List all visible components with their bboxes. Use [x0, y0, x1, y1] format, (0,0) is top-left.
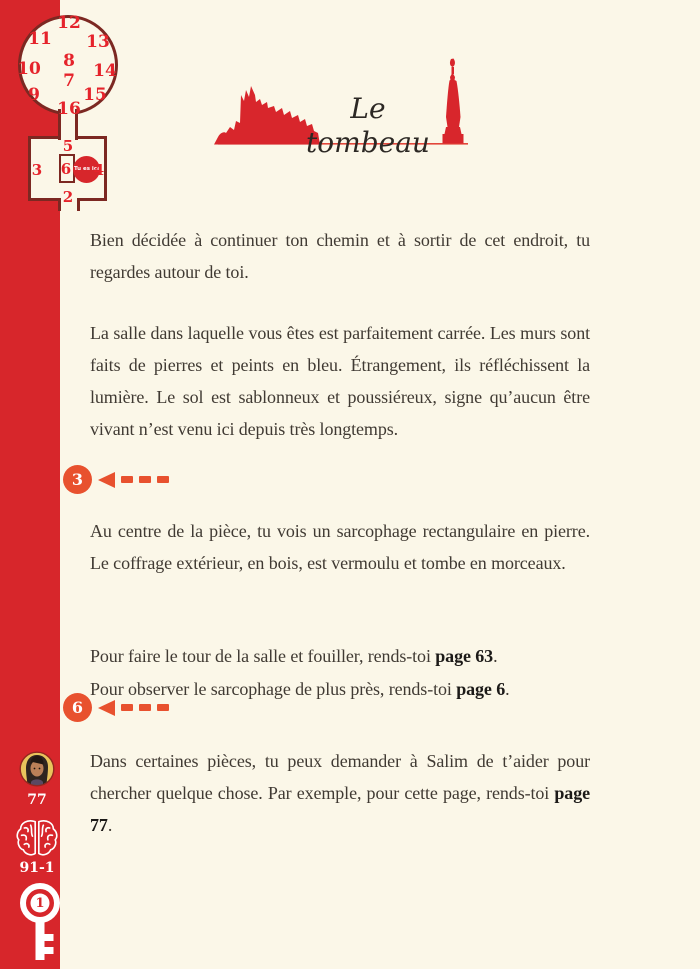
story-paragraph: Bien décidée à continuer ton chemin et à sortir de cet endroit, tu regardes autour de toi.	[90, 230, 590, 282]
page-reference: page 63	[435, 646, 494, 666]
arrow-dash	[121, 476, 133, 483]
brain-icon	[14, 818, 60, 858]
helper-text: Dans certaines pièces, tu peux demander à Salim de t’aider pour chercher quelque chose. Par exemple, pour cette page, rends-toi	[90, 751, 590, 803]
circle-room-number: 13	[86, 32, 110, 52]
circle-room-number: 15	[83, 85, 107, 105]
key-count-label: 1	[35, 896, 45, 911]
circle-room-number: 9	[28, 85, 40, 105]
page-reference: page 6	[456, 679, 506, 699]
choice-text: Pour observer le sarcophage de plus près, rends-toi	[90, 679, 457, 699]
arrow-dash	[139, 704, 151, 711]
helper-note	[90, 745, 590, 841]
choice-suffix: .	[505, 679, 510, 699]
brain-code-label: 91-1	[19, 860, 55, 876]
circle-room-number: 10	[17, 59, 41, 79]
square-room-number: 3	[31, 161, 43, 179]
circle-room-number: 14	[93, 61, 117, 81]
choice-line	[90, 640, 590, 672]
marker-number-badge: 6	[63, 693, 92, 722]
story-paragraph: La salle dans laquelle vous êtes est parfaitement carrée. Les murs sont faits de pierres et peints en bleu. Étrangement, ils réfléchissent la lumière. Le sol est sablonneux et poussiéreux, signe qu’aucun être vivant n’est venu ici depuis très longtemps.	[90, 323, 590, 439]
choice-suffix: .	[493, 646, 498, 666]
section-marker-6	[63, 693, 169, 722]
circle-room-number: 12	[57, 13, 81, 33]
page-reference: page 77	[90, 783, 590, 835]
marker-number-badge: 3	[63, 465, 92, 494]
circle-room-number: 8	[63, 51, 75, 71]
section-marker-3	[63, 465, 169, 494]
story-paragraph: Au centre de la pièce, tu vois un sarcophage rectangulaire en pierre. Le coffrage extérieur, en bois, est vermoulu et tombe en morceaux.	[90, 521, 590, 573]
arrow-dash	[121, 704, 133, 711]
helper-suffix: .	[107, 815, 113, 835]
choice-text: Pour faire le tour de la salle et fouiller, rends-toi	[90, 646, 436, 666]
circle-room-number: 7	[63, 71, 75, 91]
square-room-number: 2	[62, 188, 74, 206]
square-room-number: 6	[60, 160, 72, 178]
companion-avatar	[19, 751, 55, 787]
circle-room-number: 11	[28, 29, 52, 49]
dashed-arrow-left-icon	[98, 472, 115, 488]
minimap-door-tick	[77, 199, 80, 211]
key-icon	[17, 882, 63, 964]
you-are-here-badge: Tu es ici	[73, 156, 100, 183]
circle-room-number: 16	[57, 99, 81, 119]
chapter-title: Le tombeau	[306, 92, 430, 159]
arrow-dash	[157, 476, 169, 483]
square-room-number: 5	[62, 137, 74, 155]
square-room-number: 4	[93, 161, 105, 179]
companion-page-label: 77	[27, 792, 47, 808]
arrow-dash	[157, 704, 169, 711]
arrow-dash	[139, 476, 151, 483]
dashed-arrow-left-icon	[98, 700, 115, 716]
minimap-door-tick	[58, 199, 61, 211]
